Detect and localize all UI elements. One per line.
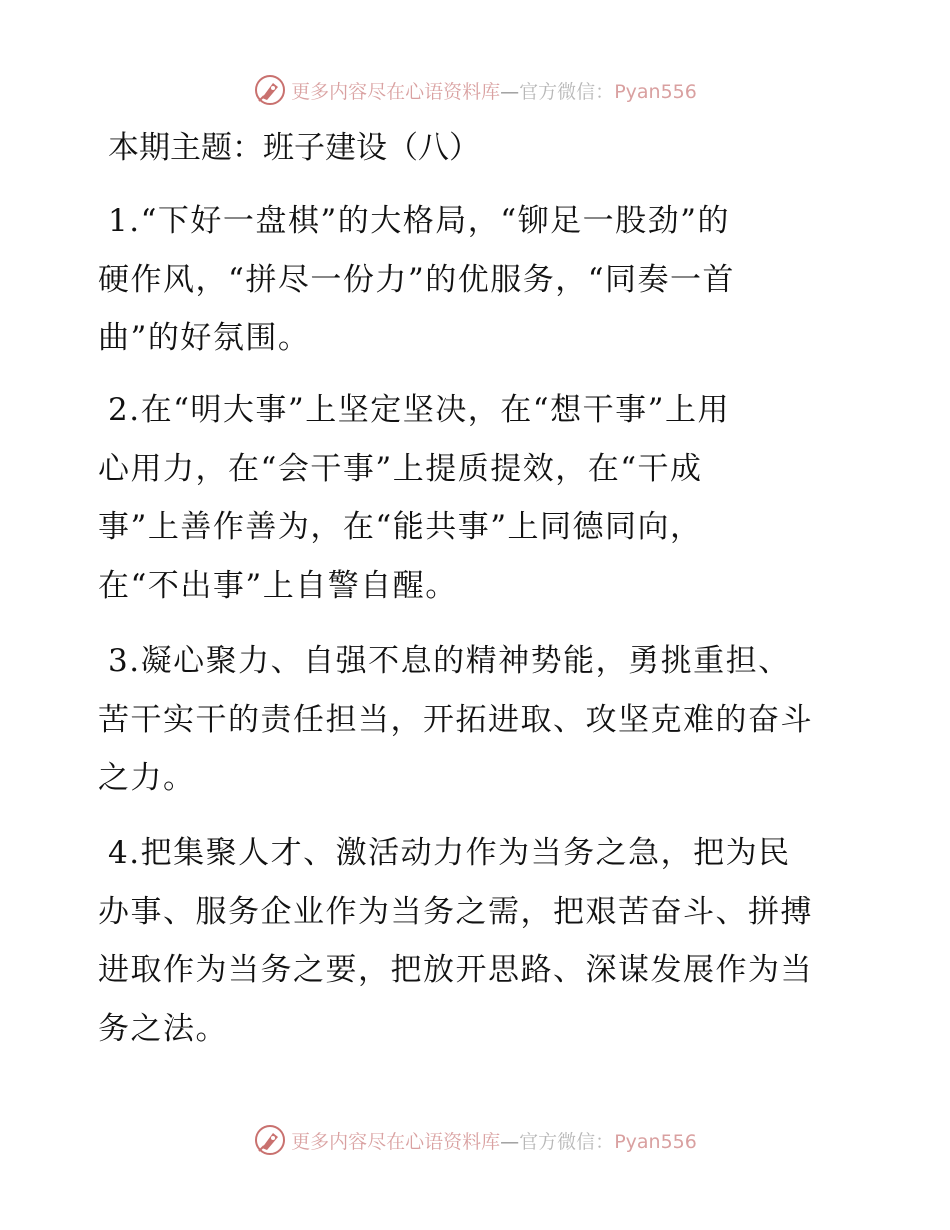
pen-nib-logo-icon (253, 73, 287, 107)
paragraph-1 (98, 192, 858, 368)
paragraph-line: 苦干实干的责任担当，开拓进取、攻坚克难的奋斗 (98, 701, 813, 738)
paragraph-line: 之力。 (98, 760, 196, 796)
header-watermark (0, 68, 950, 112)
paragraph-line: 务之法。 (98, 1010, 228, 1047)
paragraph-4 (98, 824, 858, 1058)
paragraph-line: 在“不出事”上自警自醒。 (98, 567, 458, 604)
paragraph-line: 进取作为当务之要，把放开思路、深谋发展作为当 (98, 952, 813, 988)
paragraph-line: 1.“下好一盘棋”的大格局，“铆足一股劲”的 (108, 203, 730, 239)
paragraph-line: 曲”的好氛围。 (98, 320, 311, 356)
paragraph-line: 办事、服务企业作为当务之需，把艰苦奋斗、拼搏 (98, 893, 813, 930)
paragraph-line: 4.把集聚人才、激活动力作为当务之急，把为民 (108, 835, 791, 871)
footer-watermark (0, 1118, 950, 1162)
paragraph-line: 2.在“明大事”上坚定坚决，在“想干事”上用 (108, 392, 730, 428)
page-title: 本期主题：班子建设（八） (108, 130, 480, 166)
watermark-text: 更多内容尽在心语资料库—官方微信：Pyan556 (291, 1130, 697, 1153)
paragraph-line: 硬作风，“拼尽一份力”的优服务，“同奏一首 (98, 261, 736, 298)
paragraph-2 (98, 381, 858, 615)
watermark-text: 更多内容尽在心语资料库—官方微信：Pyan556 (291, 80, 697, 103)
pen-nib-logo-icon (253, 1123, 287, 1157)
paragraph-line: 事”上善作善为，在“能共事”上同德同向， (98, 509, 703, 545)
paragraph-line: 3.凝心聚力、自强不息的精神势能，勇挑重担、 (108, 643, 791, 679)
paragraph-3 (98, 632, 858, 808)
paragraph-line: 心用力，在“会干事”上提质提效，在“干成 (98, 450, 703, 487)
